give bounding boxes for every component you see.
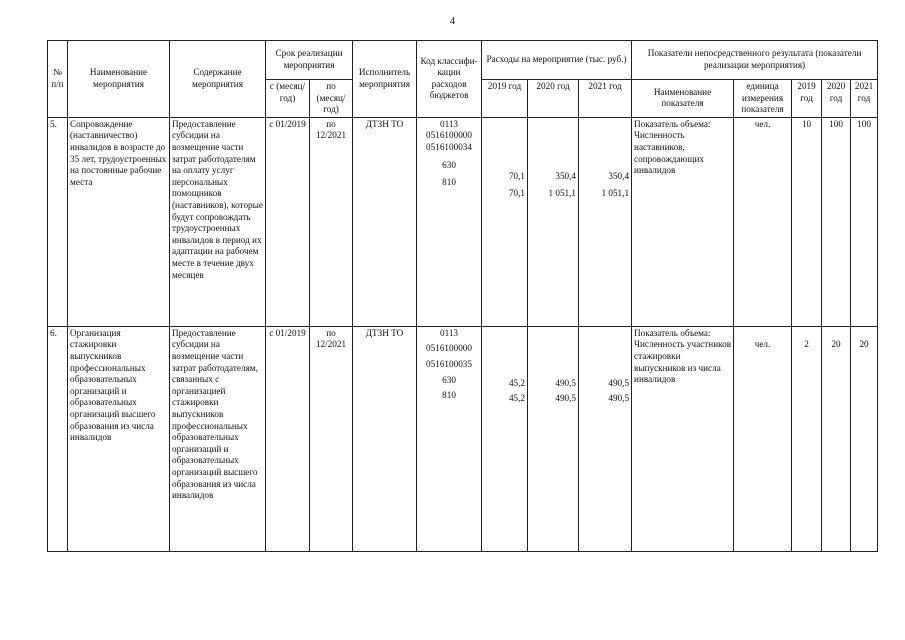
row-ind-unit: чел. bbox=[734, 117, 792, 326]
exp-value: 70,1 bbox=[508, 170, 526, 181]
row-num: 5. bbox=[48, 117, 68, 326]
row-ind-2019: 10 bbox=[792, 117, 822, 326]
header-indicators: Показатели непосредственного результата (показатели реализации мероприятия) bbox=[632, 41, 878, 80]
code-line: 630 bbox=[442, 159, 456, 170]
header-content: Содержание мероприятия bbox=[170, 41, 266, 118]
header-name: Наименование мероприятия bbox=[68, 41, 170, 118]
table-row bbox=[48, 117, 878, 326]
exp-value: 70,1 bbox=[508, 188, 526, 199]
row-from: с 01/2019 bbox=[266, 117, 310, 326]
code-line: 810 bbox=[442, 177, 456, 188]
row-exp-2019 bbox=[482, 117, 528, 326]
header-period-to: по (месяц/ год) bbox=[310, 80, 353, 118]
code-line: 0516100035 bbox=[426, 358, 472, 369]
row-codes bbox=[417, 117, 482, 326]
row-from: с 01/2019 bbox=[266, 326, 310, 551]
code-line: 0516100034 bbox=[426, 141, 472, 152]
header-ind-2021: 2021 год bbox=[851, 80, 878, 118]
exp-value: 490,5 bbox=[608, 393, 630, 404]
table-row bbox=[48, 326, 878, 551]
header-executor: Исполнитель мероприятия bbox=[353, 41, 417, 118]
row-exp-2020 bbox=[528, 326, 579, 551]
code-line: 0516100000 bbox=[426, 343, 472, 354]
page-number: 4 bbox=[450, 16, 455, 27]
header-row-1 bbox=[48, 41, 878, 80]
header-code: Код классифи- кации расходов бюджетов bbox=[417, 41, 482, 118]
row-exp-2021 bbox=[579, 326, 632, 551]
row-ind-name: Показатель объема: Численность наставников, сопровождающих инвалидов bbox=[632, 117, 734, 326]
header-num: № п/п bbox=[48, 41, 68, 118]
header-exp-2019: 2019 год bbox=[482, 80, 528, 118]
row-to: по 12/2021 bbox=[310, 117, 353, 326]
row-content: Предоставление субсидии на возмещение части затрат работодателям, связанных с организацией стажировки выпускников профессиональных образовательных организаций и образовательных организаций высшего образования из числа инвалидов bbox=[170, 326, 266, 551]
code-line: 810 bbox=[442, 390, 456, 401]
header-ind-2019: 2019 год bbox=[792, 80, 822, 118]
row-executor: ДТЗН ТО bbox=[353, 117, 417, 326]
exp-value: 1 051,1 bbox=[601, 188, 630, 199]
exp-value: 490,5 bbox=[555, 377, 577, 388]
code-line: 630 bbox=[442, 374, 456, 385]
row-name: Организация стажировки выпускников профессиональных образовательных организаций и образовательных организаций высшего образования из числа инвалидов bbox=[68, 326, 170, 551]
activities-table bbox=[47, 40, 878, 552]
exp-value: 490,5 bbox=[608, 377, 630, 388]
row-content: Предоставление субсидии на возмещение части затрат работодателям на оплату услуг персональных помощников (наставников), которые будут сопровождать трудоустроенных инвалидов в период их адаптации на рабочем месте в течение двух месяцев bbox=[170, 117, 266, 326]
exp-value: 45,2 bbox=[508, 393, 526, 404]
header-expenses: Расходы на мероприятие (тыс. руб.) bbox=[482, 41, 632, 80]
exp-value: 490,5 bbox=[555, 393, 577, 404]
row-ind-2021: 20 bbox=[851, 326, 878, 551]
row-to: по 12/2021 bbox=[310, 326, 353, 551]
exp-value: 45,2 bbox=[508, 377, 526, 388]
row-exp-2019 bbox=[482, 326, 528, 551]
row-name: Сопровождение (наставничество) инвалидов в возрасте до 35 лет, трудоустроенных на постоянные рабочие места bbox=[68, 117, 170, 326]
header-exp-2021: 2021 год bbox=[579, 80, 632, 118]
header-period-from: с (месяц/ год) bbox=[266, 80, 310, 118]
row-ind-2020: 100 bbox=[822, 117, 851, 326]
row-exp-2021 bbox=[579, 117, 632, 326]
row-exp-2020 bbox=[528, 117, 579, 326]
row-ind-2019: 2 bbox=[792, 326, 822, 551]
row-num: 6. bbox=[48, 326, 68, 551]
row-executor: ДТЗН ТО bbox=[353, 326, 417, 551]
header-ind-2020: 2020 год bbox=[822, 80, 851, 118]
code-line: 0113 bbox=[439, 118, 459, 129]
code-line: 0516100000 bbox=[426, 130, 472, 141]
row-ind-2021: 100 bbox=[851, 117, 878, 326]
exp-value: 1 051,1 bbox=[548, 188, 577, 199]
exp-value: 350,4 bbox=[555, 170, 577, 181]
header-ind-name: Наименование показателя bbox=[632, 80, 734, 118]
code-line: 0113 bbox=[439, 327, 459, 338]
exp-value: 350,4 bbox=[608, 170, 630, 181]
row-ind-name: Показатель объема: Численность участников стажировки выпускников из числа инвалидов bbox=[632, 326, 734, 551]
header-exp-2020: 2020 год bbox=[528, 80, 579, 118]
header-period: Срок реализации мероприятия bbox=[266, 41, 353, 80]
row-codes bbox=[417, 326, 482, 551]
header-ind-unit: единица измерения показателя bbox=[734, 80, 792, 118]
row-ind-2020: 20 bbox=[822, 326, 851, 551]
row-ind-unit: чел. bbox=[734, 326, 792, 551]
